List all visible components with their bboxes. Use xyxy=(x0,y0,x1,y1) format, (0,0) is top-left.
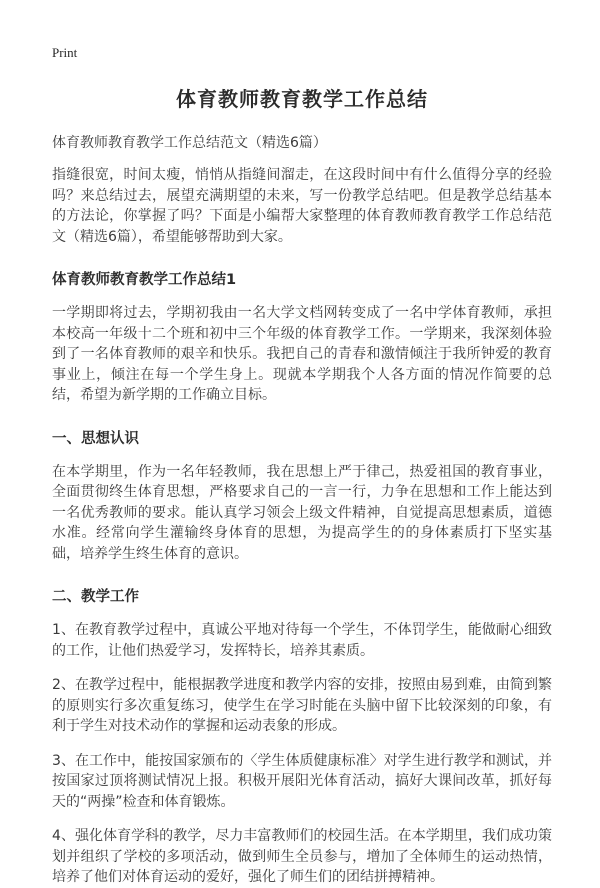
section-paragraph: 一学期即将过去，学期初我由一名大学文档网转变成了一名中学体育教师，承担本校高一年级十二个班和初中三个年级的体育教学工作。一学期来，我深刻体验到了一名体育教师的艰辛和快乐。我把自己的青春和激情倾注于我所钟爱的教育事业上，倾注在每一个学生身上。现就本学期我个人各方面的情况作简要的总结，希望为新学期的工作确立目标。 xyxy=(52,305,552,403)
print-button[interactable]: Print xyxy=(52,45,78,60)
list-item-paragraph-3: 3、在工作中，能按国家颁布的〈学生体质健康标准〉对学生进行教学和测试，并按国家过顶将测试情况上报。积极开展阳光体育活动，搞好大课间改革，抓好每天的“两操”检查和体育锻炼。 xyxy=(52,752,552,810)
section-paragraph: 在本学期里，作为一名年轻教师，我在思想上严于律己，热爱祖国的教育事业，全面贯彻终生体育思想，严格要求自己的一言一行，力争在思想和工作上能达到一名优秀教师的要求。能认真学习领会上级文件精神，自觉提高思想素质，道德水准。经常向学生灌输终身体育的思想，为提高学生的的身体素质打下坚实基础，培养学生终生体育的意识。 xyxy=(52,463,552,562)
section-heading-ideology: 一、思想认识 xyxy=(52,430,139,447)
list-item-paragraph-1: 1、在教育教学过程中，真诚公平地对待每一个学生，不体罚学生，能做耐心细致的工作，让他们热爱学习，发挥特长，培养其素质。 xyxy=(52,622,552,659)
document-subtitle: 体育教师教育教学工作总结范文（精选6篇） xyxy=(52,135,327,151)
section-heading-summary-1: 体育教师教育教学工作总结1 xyxy=(52,272,237,288)
intro-paragraph: 指缝很宽，时间太瘦，悄悄从指缝间溜走，在这段时间中有什么值得分享的经验吗？来总结过去，展望充满期望的未来，写一份教学总结吧。但是教学总结基本的方法论，你掌握了吗？下面是小编帮大家整理的体育教师教育教学工作总结范文（精选6篇），希望能够帮助到大家。 xyxy=(52,167,552,245)
list-item-paragraph-4: 4、强化体育学科的教学，尽力丰富教师们的校园生活。在本学期里，我们成功策划并组织了学校的多项活动，做到师生全员参与，增加了全体师生的运动热情，培养了他们对体育运动的爱好，强化了师生们的团结拼搏精神。 xyxy=(52,828,552,885)
section-heading-teaching-work: 二、教学工作 xyxy=(52,589,139,605)
page-title: 体育教师教育教学工作总结 xyxy=(176,87,428,111)
list-item-paragraph-2: 2、在教学过程中，能根据教学进度和教学内容的安排，按照由易到难，由简到繁的原则实行多次重复练习，使学生在学习时能在头脑中留下比较深刻的印象，有利于学生对技术动作的掌握和运动表象的形成。 xyxy=(52,677,552,734)
